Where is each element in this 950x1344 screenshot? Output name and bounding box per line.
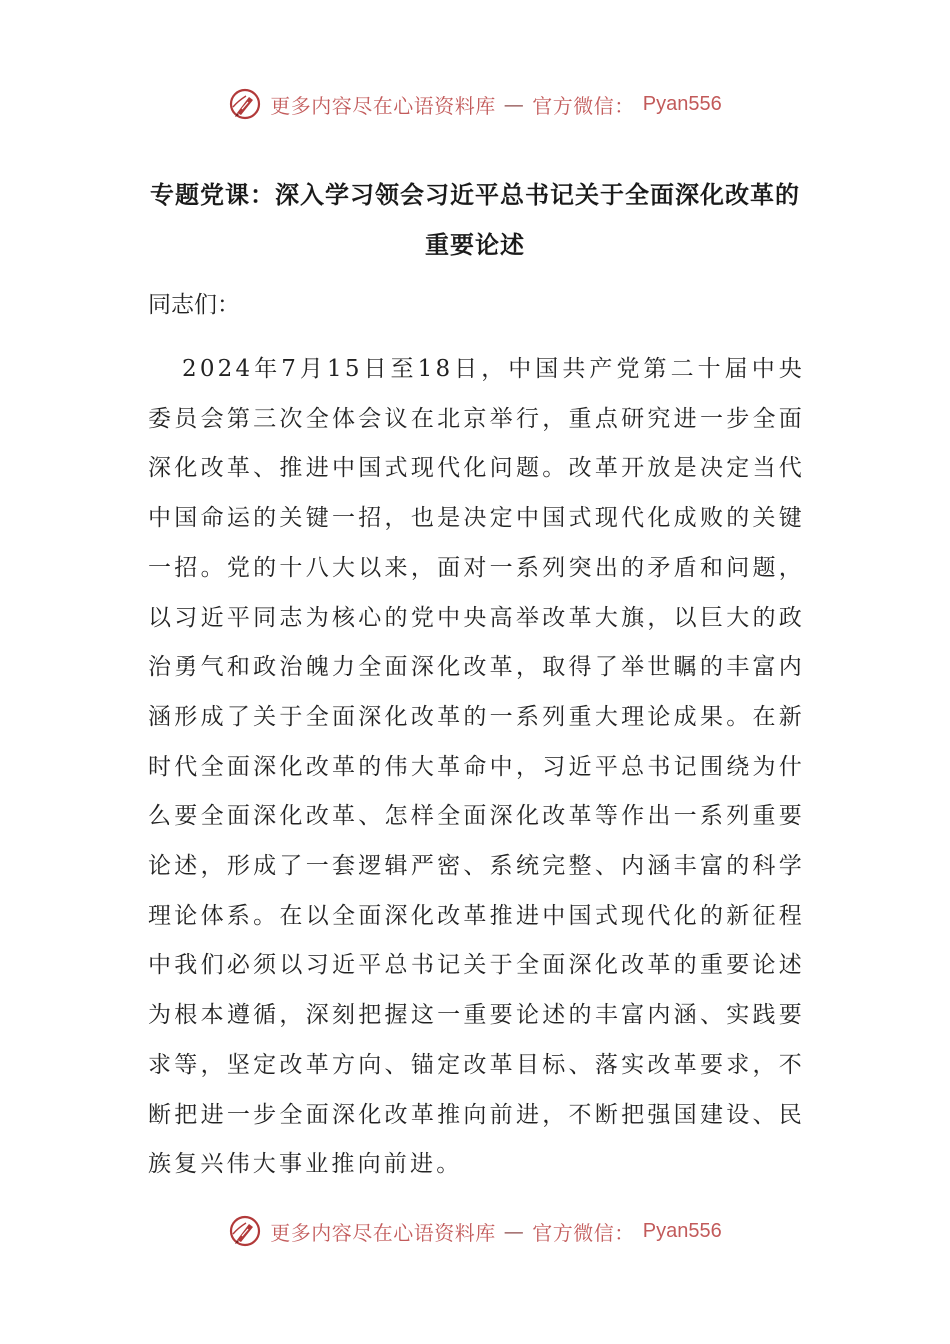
watermark-footer (0, 1211, 950, 1251)
watermark-header (0, 84, 950, 124)
watermark-wechat-id: Pyan556 (642, 92, 722, 115)
pen-nib-logo-icon (228, 87, 262, 121)
document-title: 专题党课：深入学习领会习近平总书记关于全面深化改革的重要论述 (150, 181, 800, 259)
watermark-wechat-id: Pyan556 (642, 1219, 722, 1242)
document-greeting: 同志们： (148, 292, 240, 318)
watermark-wechat-label: 官方微信： (532, 1220, 635, 1245)
watermark-separator: — (503, 1219, 525, 1243)
watermark-text: 更多内容尽在心语资料库 (270, 93, 496, 118)
watermark-wechat-label: 官方微信： (532, 93, 635, 118)
watermark-text: 更多内容尽在心语资料库 (270, 1220, 496, 1245)
pen-nib-logo-icon (228, 1214, 262, 1248)
body-paragraph: 2024年7月15日至18日，中国共产党第二十届中央委员会第三次全体会议在北京举行，重点研究进一步全面深化改革、推进中国式现代化问题。改革开放是决定当代中国命运的关键一招，也是决定中国式现代化成败的关键一招。党的十八大以来，面对一系列突出的矛盾和问题，以习近平同志为核心的党中央高举改革大旗，以巨大的政治勇气和政治魄力全面深化改革，取得了举世瞩的丰富内涵形成了关于全面深化改革的一系列重大理论成果。在新时代全面深化改革的伟大革命中，习近平总书记围绕为什么要全面深化改革、怎样全面深化改革等作出一系列重要论述，形成了一套逻辑严密、系统完整、内涵丰富的科学理论体系。在以全面深化改革推进中国式现代化的新征程中我们必须以习近平总书记关于全面深化改革的重要论述为根本遵循，深刻把握这一重要论述的丰富内涵、实践要求等，坚定改革方向、锚定改革目标、落实改革要求，不断把进一步全面深化改革推向前进，不断把强国建设、民族复兴伟大事业推向前进。 (148, 356, 805, 1178)
watermark-separator: — (503, 92, 525, 116)
